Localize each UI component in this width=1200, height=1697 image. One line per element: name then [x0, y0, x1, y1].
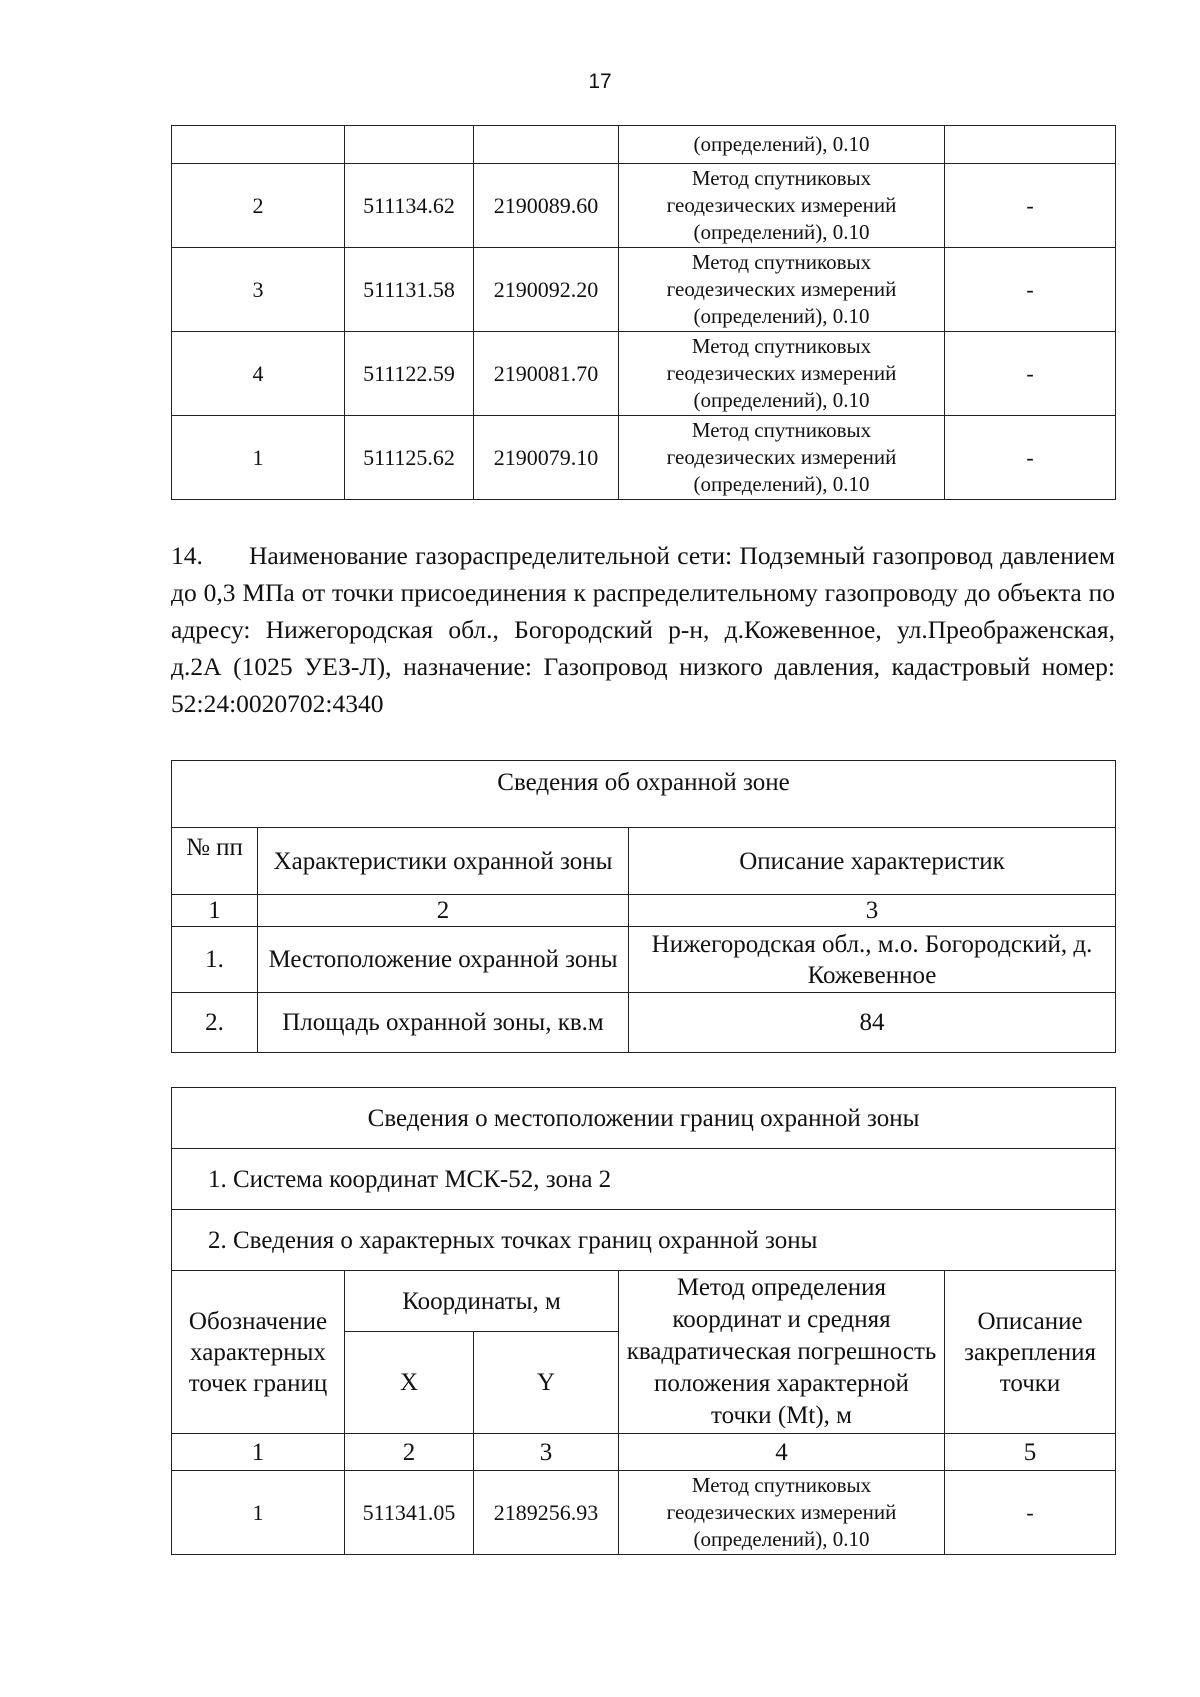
point-cell [172, 126, 345, 164]
section-paragraph [171, 537, 1115, 722]
row-characteristic: Местоположение охранной зоны [258, 927, 629, 993]
index-cell: 3 [629, 895, 1116, 927]
method-cell: Метод спутниковых геодезических измерений (определений), 0.10 [619, 416, 945, 500]
row-description: Нижегородская обл., м.о. Богородский, д. Кожевенное [629, 927, 1116, 993]
description-cell: - [945, 1471, 1116, 1555]
row-characteristic: Площадь охранной зоны, кв.м [258, 993, 629, 1053]
points-title: 2. Сведения о характерных точках границ охранной зоны [172, 1210, 1116, 1271]
point-cell: 2 [172, 164, 345, 248]
y-cell: 2190092.20 [474, 248, 619, 332]
table-row [172, 164, 1116, 248]
point-cell: 4 [172, 332, 345, 416]
header-y: Y [474, 1332, 619, 1434]
point-cell: 1 [172, 416, 345, 500]
zone-table-title: Сведения об охранной зоне [172, 761, 1116, 828]
x-cell: 511134.62 [345, 164, 474, 248]
row-description: 84 [629, 993, 1116, 1053]
point-cell: 1 [172, 1471, 345, 1555]
section-text: Наименование газораспределительной сети: Подземный газопровод давлением до 0,3 МПа от точки присоединения к распределительному газопроводу до объекта по адресу: Нижегородская обл., Богородский р-н, д.Кожевенное, ул.Преображенская, д.2А (1025 УЕЗ-Л), назначение: Газопровод низкого давления, кадастровый номер: 52:24:0020702:4340 [171, 541, 1115, 718]
index-cell: 1 [172, 1434, 345, 1471]
header-description: Описание закрепления точки [945, 1271, 1116, 1434]
method-cell: (определений), 0.10 [619, 126, 945, 164]
header-description: Описание характеристик [629, 828, 1116, 895]
x-cell: 511125.62 [345, 416, 474, 500]
method-cell: Метод спутниковых геодезических измерений (определений), 0.10 [619, 248, 945, 332]
table-row [172, 993, 1116, 1053]
section-number: 14. [171, 541, 203, 570]
description-cell: - [945, 248, 1116, 332]
coordinate-system: 1. Система координат МСК-52, зона 2 [172, 1149, 1116, 1210]
header-characteristics: Характеристики охранной зоны [258, 828, 629, 895]
method-cell: Метод спутниковых геодезических измерений (определений), 0.10 [619, 1471, 945, 1555]
description-cell: - [945, 332, 1116, 416]
y-cell: 2189256.93 [474, 1471, 619, 1555]
header-coordinates: Координаты, м [345, 1271, 619, 1332]
table-row [172, 248, 1116, 332]
index-row [172, 895, 1116, 927]
x-cell: 511131.58 [345, 248, 474, 332]
description-cell [945, 126, 1116, 164]
zone-boundaries-table [171, 1087, 1116, 1555]
table-row [172, 126, 1116, 164]
index-cell: 4 [619, 1434, 945, 1471]
table-row [172, 332, 1116, 416]
point-cell: 3 [172, 248, 345, 332]
index-cell: 1 [172, 895, 258, 927]
row-number: 2. [172, 993, 258, 1053]
y-cell: 2190079.10 [474, 416, 619, 500]
index-cell: 2 [345, 1434, 474, 1471]
y-cell [474, 126, 619, 164]
boundaries-table-title: Сведения о местоположении границ охранной зоны [172, 1088, 1116, 1149]
index-row [172, 1434, 1116, 1471]
row-number: 1. [172, 927, 258, 993]
header-method: Метод определения координат и средняя квадратическая погрешность положения характерной точки (Mt), м [619, 1271, 945, 1434]
index-cell: 5 [945, 1434, 1116, 1471]
description-cell: - [945, 164, 1116, 248]
header-x: X [345, 1332, 474, 1434]
y-cell: 2190081.70 [474, 332, 619, 416]
index-cell: 2 [258, 895, 629, 927]
table-row [172, 416, 1116, 500]
description-cell: - [945, 416, 1116, 500]
table-row [172, 1471, 1116, 1555]
table-row [172, 927, 1116, 993]
coordinates-table-continued [171, 125, 1116, 500]
protective-zone-table [171, 760, 1116, 1053]
y-cell: 2190089.60 [474, 164, 619, 248]
x-cell: 511341.05 [345, 1471, 474, 1555]
header-designation: Обозначение характерных точек границ [172, 1271, 345, 1434]
header-number: № пп [172, 828, 258, 895]
page-number: 17 [588, 70, 612, 93]
method-cell: Метод спутниковых геодезических измерений (определений), 0.10 [619, 164, 945, 248]
index-cell: 3 [474, 1434, 619, 1471]
method-cell: Метод спутниковых геодезических измерений (определений), 0.10 [619, 332, 945, 416]
x-cell [345, 126, 474, 164]
x-cell: 511122.59 [345, 332, 474, 416]
